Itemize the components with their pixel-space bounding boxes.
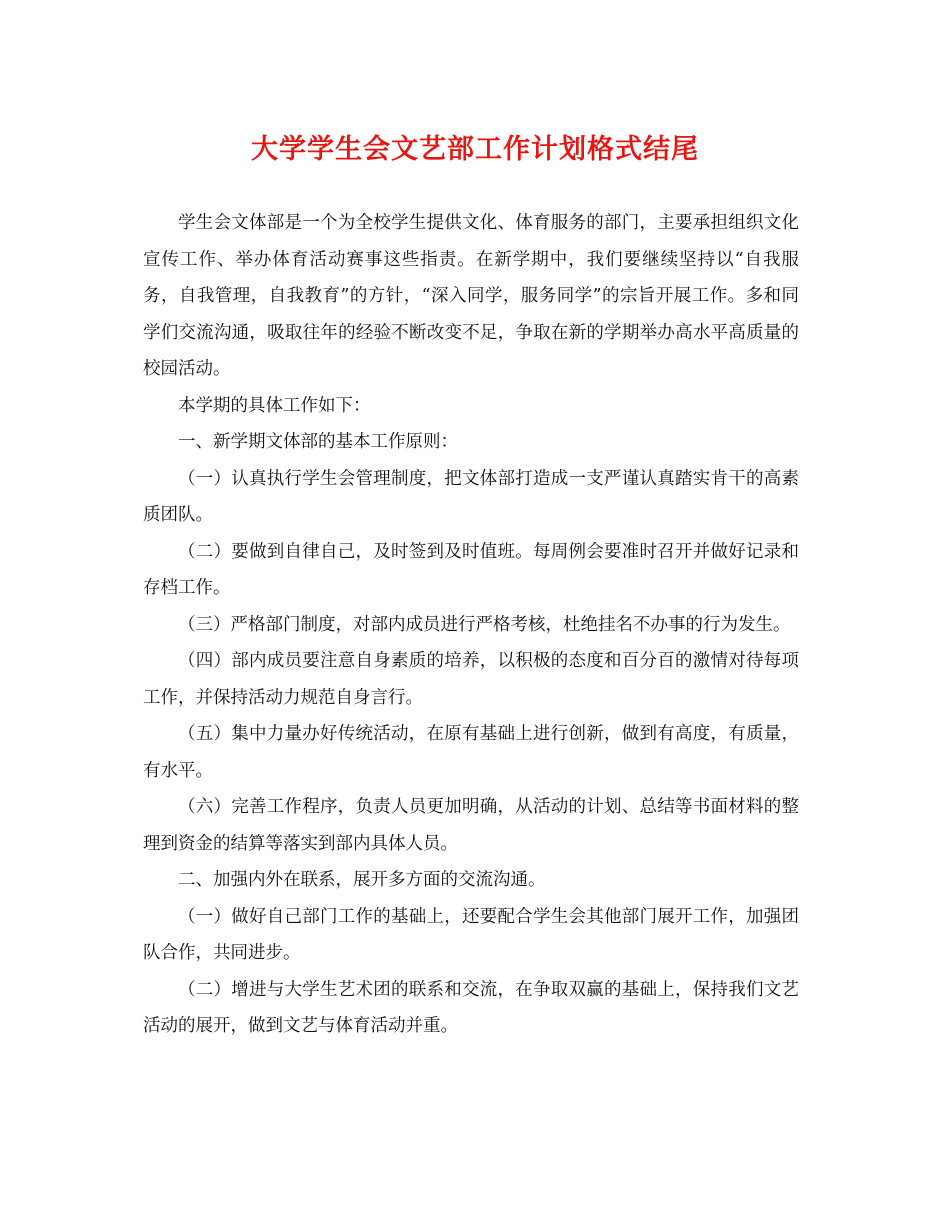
list-item: （一）认真执行学生会管理制度，把文体部打造成一支严谨认真踏实肯干的高素质团队。 <box>143 468 799 525</box>
document-title: 大学学生会文艺部工作计划格式结尾 <box>251 134 699 165</box>
list-item: （六）完善工作程序，负责人员更加明确，从活动的计划、总结等书面材料的整理到资金的结算等落实到部内具体人员。 <box>143 797 799 854</box>
section-heading-2: 二、加强内外在联系，展开多方面的交流沟通。 <box>178 870 546 890</box>
list-item: （一）做好自己部门工作的基础上，还要配合学生会其他部门展开工作，加强团队合作，共同进步。 <box>143 906 799 963</box>
list-item: （四）部内成员要注意自身素质的培养，以积极的态度和百分百的激情对待每项工作，并保持活动力规范自身言行。 <box>143 651 799 708</box>
list-item: （二）增进与大学生艺术团的联系和交流，在争取双赢的基础上，保持我们文艺活动的展开，做到文艺与体育活动并重。 <box>143 979 799 1036</box>
document-body <box>143 205 799 1045</box>
paragraph-intro: 学生会文体部是一个为全校学生提供文化、体育服务的部门，主要承担组织文化宣传工作、举办体育活动赛事这些指责。在新学期中，我们要继续坚持以“自我服务，自我管理，自我教育”的方针，“深入同学，服务同学”的宗旨开展工作。多和同学们交流沟通，吸取往年的经验不断改变不足，争取在新的学期举办高水平高质量的校园活动。 <box>143 213 799 379</box>
list-item: （三）严格部门制度，对部内成员进行严格考核，杜绝挂名不办事的行为发生。 <box>178 614 791 635</box>
section-heading-1: 一、新学期文体部的基本工作原则： <box>178 432 458 452</box>
list-item: （五）集中力量办好传统活动，在原有基础上进行创新，做到有高度，有质量，有水平。 <box>143 724 799 781</box>
paragraph-work-intro: 本学期的具体工作如下： <box>178 395 371 416</box>
list-item: （二）要做到自律自己，及时签到及时值班。每周例会要准时召开并做好记录和存档工作。 <box>143 541 799 598</box>
